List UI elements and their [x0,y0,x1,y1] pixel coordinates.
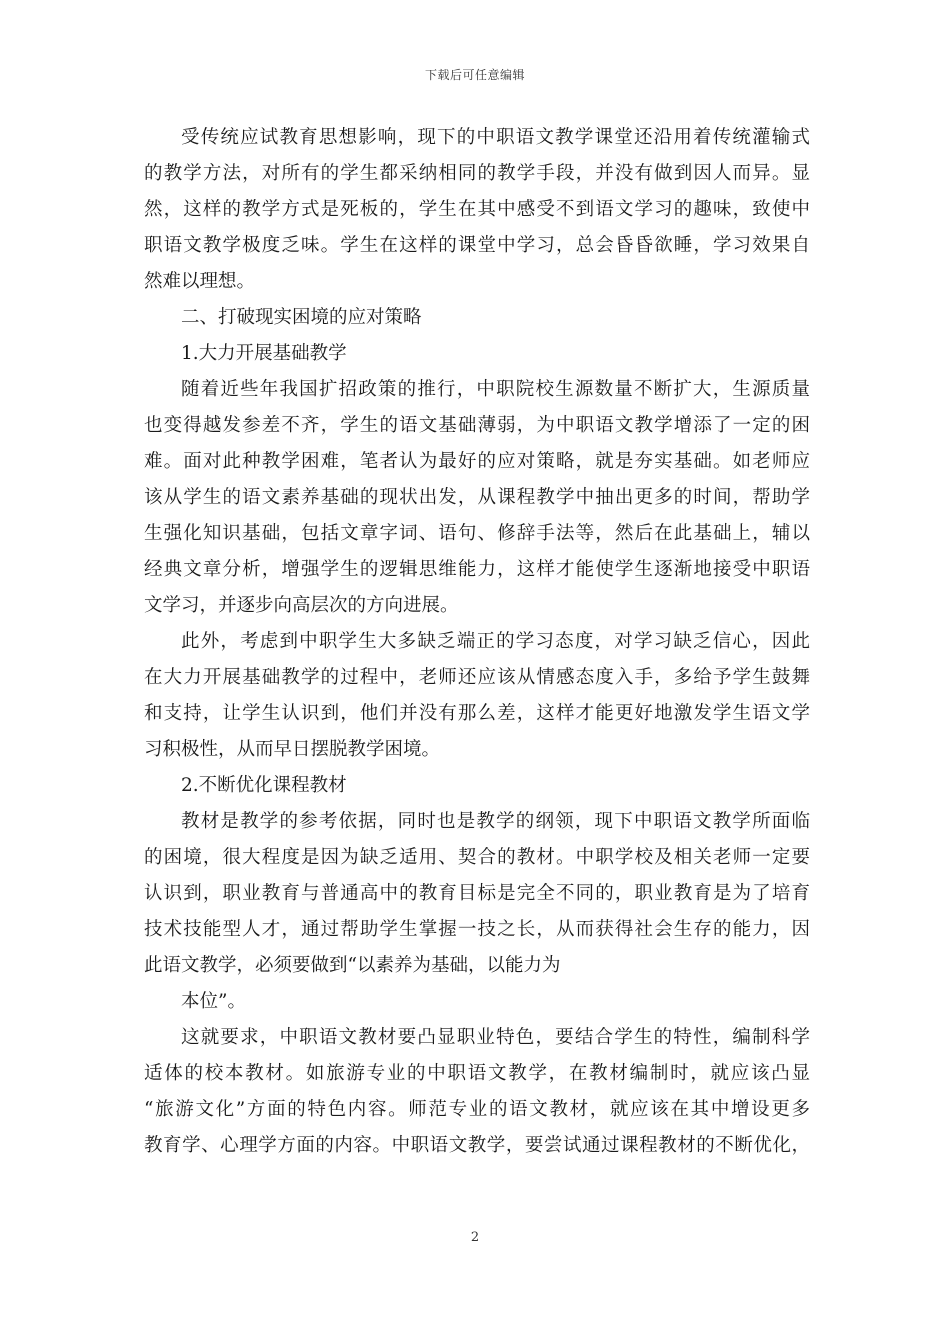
text-line: 认识到，职业教育与普通高中的教育目标是完全不同的，职业教育是为了培育 [144,883,810,904]
text-line: 经典文章分析，增强学生的逻辑思维能力，这样才能使学生逐渐地接受中职语 [144,559,810,580]
text-line: 的困境，很大程度是因为缺乏适用、契合的教材。中职学校及相关老师一定要 [144,847,810,868]
text-line: 难。面对此种教学困难，笔者认为最好的应对策略，就是夯实基础。如老师应 [144,451,810,472]
text-line: 受传统应试教育思想影响，现下的中职语文教学课堂还沿用着传统灌输式 [181,127,810,148]
text-line: 职语文教学极度乏味。学生在这样的课堂中学习，总会昏昏欲睡，学习效果自 [144,235,810,256]
text-line: 该从学生的语文素养基础的现状出发，从课程教学中抽出更多的时间，帮助学 [144,487,810,508]
text-line: 此语文教学，必须要做到“以素养为基础，以能力为 [144,955,561,976]
text-line: 2.不断优化课程教材 [181,775,347,796]
text-line: 教育学、心理学方面的内容。中职语文教学，要尝试通过课程教材的不断优化， [144,1135,810,1156]
text-line: 也变得越发参差不齐，学生的语文基础薄弱，为中职语文教学增添了一定的困 [144,415,810,436]
text-line: 和支持，让学生认识到，他们并没有那么差，这样才能更好地激发学生语文学 [144,703,810,724]
text-line: 的教学方法，对所有的学生都采纳相同的教学手段，并没有做到因人而异。显 [144,163,810,184]
text-line: 文学习，并逐步向高层次的方向进展。 [144,595,459,616]
text-line: 在大力开展基础教学的过程中，老师还应该从情感态度入手，多给予学生鼓舞 [144,667,810,688]
text-line: 生强化知识基础，包括文章字词、语句、修辞手法等，然后在此基础上，辅以 [144,523,810,544]
text-line: 此外，考虑到中职学生大多缺乏端正的学习态度，对学习缺乏信心，因此 [181,631,810,652]
text-line: 然难以理想。 [144,271,256,292]
text-line: 1.大力开展基础教学 [181,343,347,364]
text-line: 随着近些年我国扩招政策的推行，中职院校生源数量不断扩大，生源质量 [181,379,810,400]
text-line: 适体的校本教材。如旅游专业的中职语文教学，在教材编制时，就应该凸显 [144,1063,810,1084]
page-header: 下载后可任意编辑 [424,68,525,82]
text-line: 然，这样的教学方式是死板的，学生在其中感受不到语文学习的趣味，致使中 [144,199,810,220]
text-line: “旅游文化”方面的特色内容。师范专业的语文教材，就应该在其中增设更多 [144,1099,810,1120]
text-line: 这就要求，中职语文教材要凸显职业特色，要结合学生的特性，编制科学 [181,1027,810,1048]
text-line: 教材是教学的参考依据，同时也是教学的纲领，现下中职语文教学所面临 [181,811,810,832]
text-line: 习积极性，从而早日摆脱教学困境。 [144,739,441,760]
text-line: 二、打破现实困境的应对策略 [181,307,422,328]
document-body [144,120,810,1164]
page-number: 2 [470,1230,480,1245]
text-line: 技术技能型人才，通过帮助学生掌握一技之长，从而获得社会生存的能力，因 [144,919,810,940]
text-line: 本位”。 [181,991,246,1012]
